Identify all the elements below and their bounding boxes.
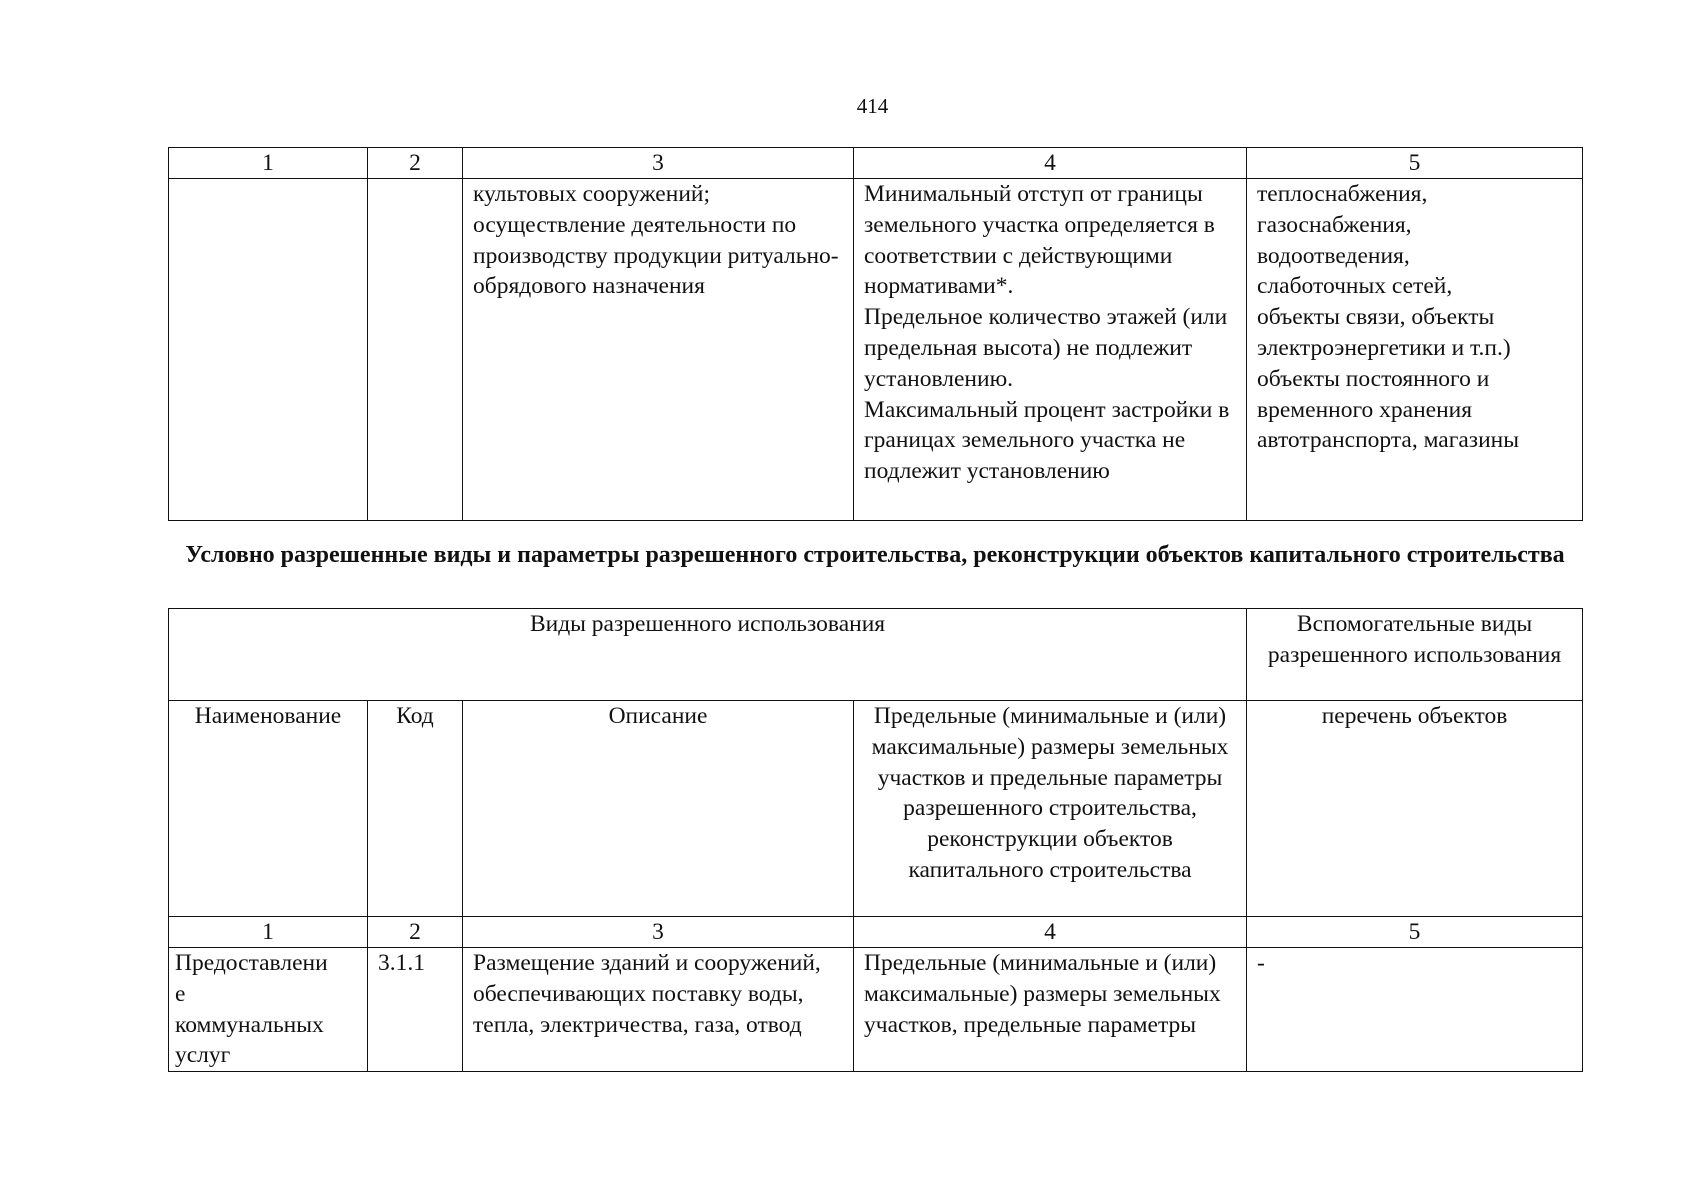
header-code: Код (368, 701, 463, 917)
cell-code: 3.1.1 (368, 948, 463, 1072)
column-number: 3 (463, 148, 854, 179)
table-row (169, 948, 1583, 1072)
column-number-row (169, 148, 1583, 179)
group-header-auxiliary: Вспомогательные виды разрешенного использования (1247, 609, 1583, 701)
column-number: 4 (854, 917, 1247, 948)
cell-name: Предоставлени е коммунальных услуг (169, 948, 368, 1072)
group-header-main: Виды разрешенного использования (169, 609, 1247, 701)
column-header-row (169, 701, 1583, 917)
cell-auxiliary: теплоснабжения, газоснабжения, водоотведения, слаботочных сетей, объекты связи, объекты электроэнергетики и т.п.) объекты постоянного и временного хранения автотранспорта, магазины (1247, 179, 1583, 521)
column-number: 1 (169, 917, 368, 948)
cell-name (169, 179, 368, 521)
cell-auxiliary: - (1247, 948, 1583, 1072)
group-header-row (169, 609, 1583, 701)
column-number: 2 (368, 917, 463, 948)
column-number-row (169, 917, 1583, 948)
zoning-table-continued (168, 147, 1583, 521)
column-number: 5 (1247, 148, 1583, 179)
cell-description: культовых сооружений; осуществление деятельности по производству продукции ритуально-обрядового назначения (463, 179, 854, 521)
section-title: Условно разрешенные виды и параметры разрешенного строительства, реконструкции объектов капитального строительства (185, 542, 1565, 568)
header-name: Наименование (169, 701, 368, 917)
column-number: 1 (169, 148, 368, 179)
header-parameters: Предельные (минимальные и (или) максимальные) размеры земельных участков и предельные параметры разрешенного строительства, реконструкции объектов капитального строительства (854, 701, 1247, 917)
cell-description: Размещение зданий и сооружений, обеспечивающих поставку воды, тепла, электричества, газа, отвод (463, 948, 854, 1072)
column-number: 2 (368, 148, 463, 179)
page-number: 414 (856, 94, 889, 118)
cell-code (368, 179, 463, 521)
column-number: 5 (1247, 917, 1583, 948)
cell-parameters: Минимальный отступ от границы земельного участка определяется в соответствии с действующими нормативами*. Предельное количество этажей (или предельная высота) не подлежит установлению. Максимальный процент застройки в границах земельного участка не подлежит установлению (854, 179, 1247, 521)
conditional-use-table (168, 608, 1583, 1072)
header-auxiliary: перечень объектов (1247, 701, 1583, 917)
table-row (169, 179, 1583, 521)
column-number: 4 (854, 148, 1247, 179)
column-number: 3 (463, 917, 854, 948)
cell-parameters: Предельные (минимальные и (или) максимальные) размеры земельных участков, предельные параметры (854, 948, 1247, 1072)
header-description: Описание (463, 701, 854, 917)
